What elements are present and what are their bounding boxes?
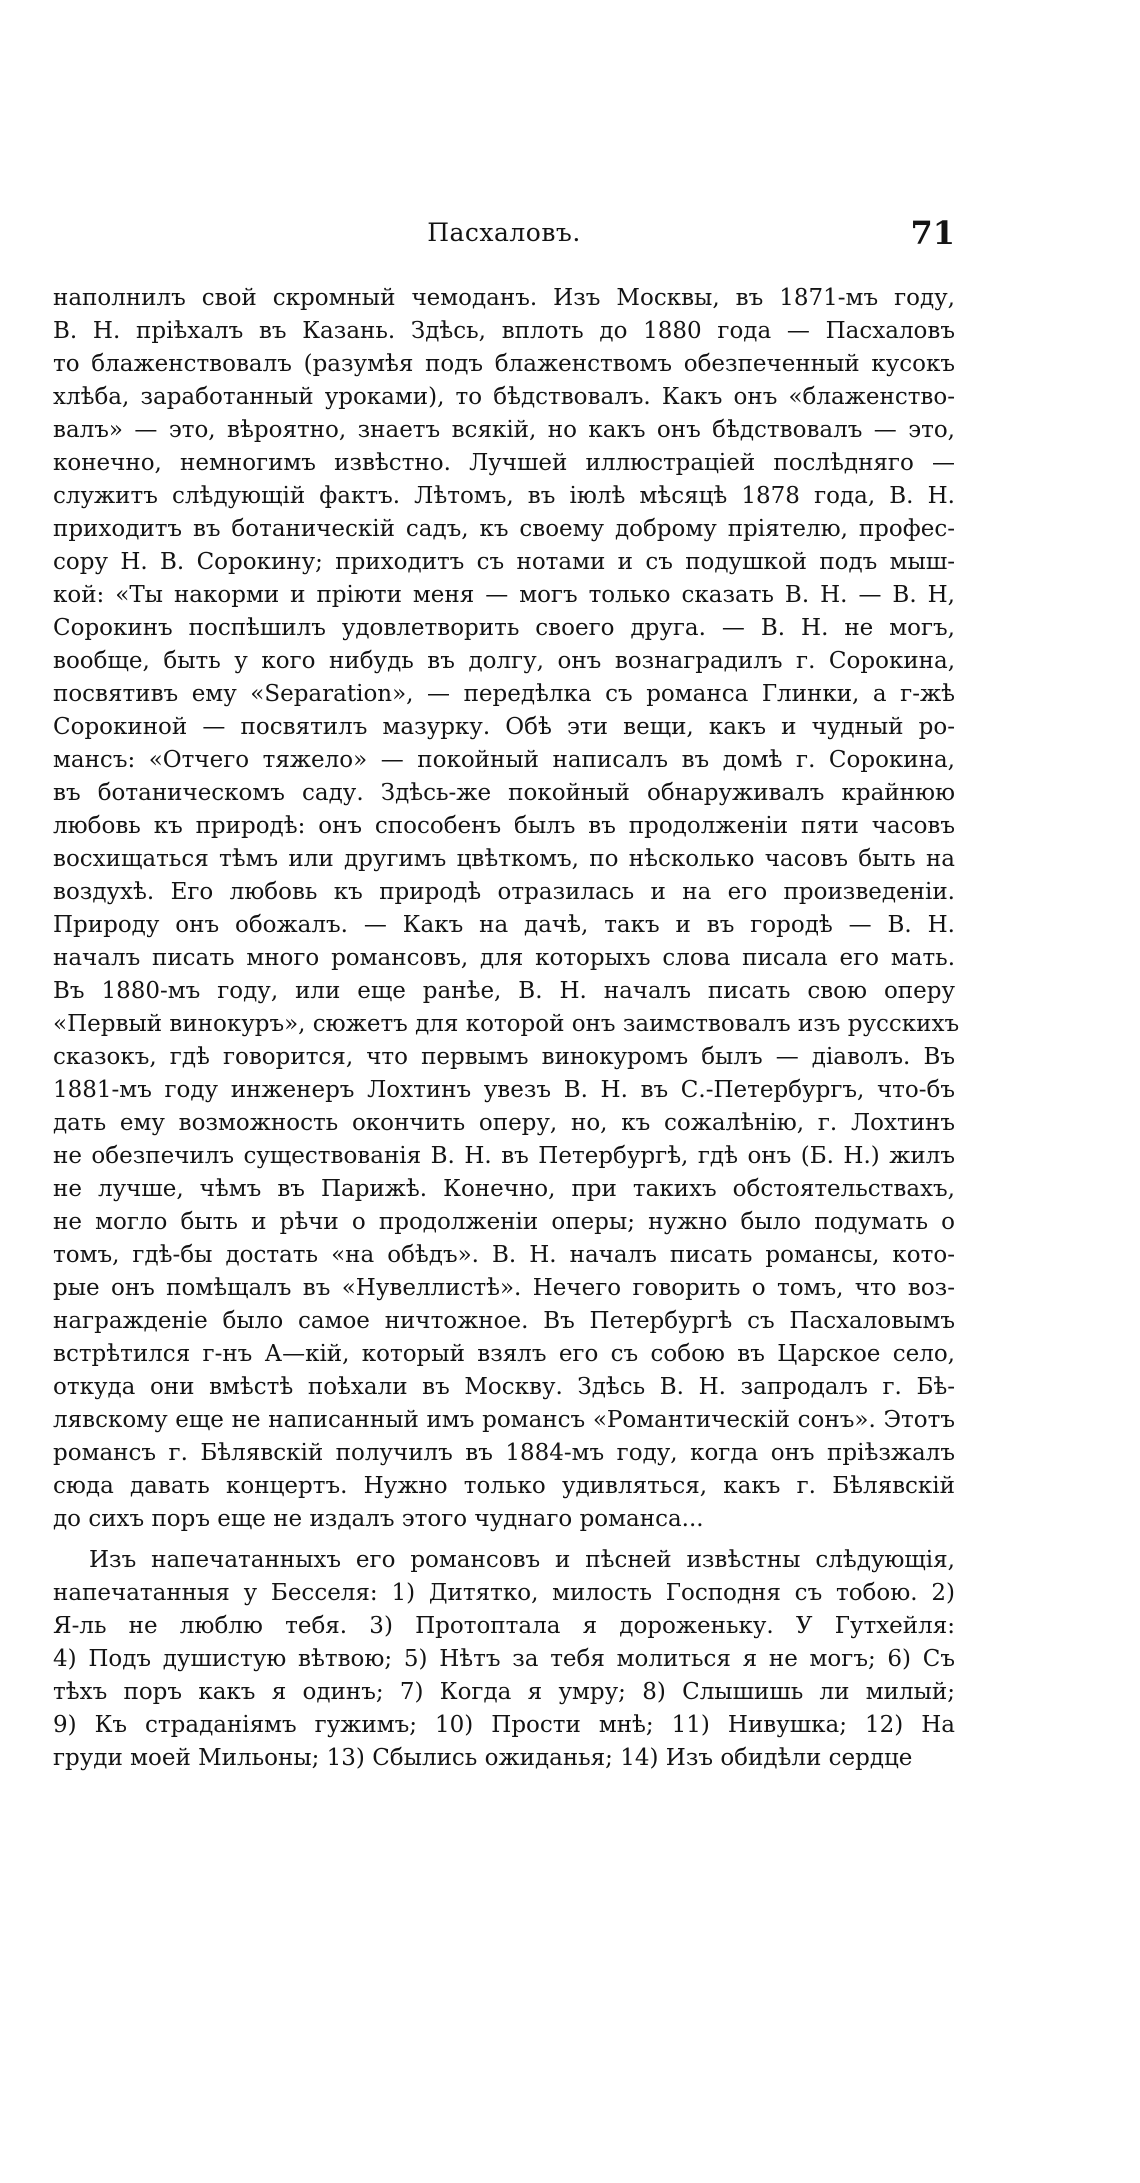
text-line: любовь къ природѣ: онъ способенъ былъ въ продолженіи пяти часовъ [53,813,955,839]
text-line: до сихъ поръ еще не издалъ этого чуднаго романса... [53,1506,704,1532]
text-line: Сорокинъ поспѣшилъ удовлетворить своего друга. — В. Н. не могъ, [53,615,955,641]
text-line: встрѣтился г-нъ А—кій, который взялъ его съ собою въ Царское село, [53,1341,955,1367]
paragraph [53,1544,955,1775]
running-head [53,214,955,254]
text-line: дать ему возможность окончить оперу, но, къ сожалѣнію, г. Лохтинъ [53,1110,955,1136]
text-line: то блаженствовалъ (разумѣя подъ блаженствомъ обезпеченный кусокъ [53,351,955,377]
page-number: 71 [910,214,955,252]
text-line: томъ, гдѣ-бы достать «на обѣдъ». В. Н. началъ писать романсы, кото- [53,1242,955,1268]
text-line: В. Н. пріѣхалъ въ Казань. Здѣсь, вплоть до 1880 года — Пасхаловъ [53,318,955,344]
text-line: рые онъ помѣщалъ въ «Нувеллистѣ». Нечего говорить о томъ, что воз- [53,1275,955,1301]
text-line: сюда давать концертъ. Нужно только удивляться, какъ г. Бѣлявскій [53,1473,955,1499]
text-line: воздухѣ. Его любовь къ природѣ отразилась и на его произведеніи. [53,879,955,905]
text-line: приходитъ въ ботаническій садъ, къ своему доброму пріятелю, профес- [53,516,955,542]
text-line: груди моей Мильоны; 13) Сбылись ожиданья; 14) Изъ обидѣли сердце [53,1745,913,1771]
text-line: 1881-мъ году инженеръ Лохтинъ увезъ В. Н. въ С.-Петербургъ, что-бъ [53,1077,955,1103]
text-line: откуда они вмѣстѣ поѣхали въ Москву. Здѣсь В. Н. запродалъ г. Бѣ- [53,1374,955,1400]
text-line: конечно, немногимъ извѣстно. Лучшей иллюстраціей послѣдняго — [53,450,955,476]
text-line: Природу онъ обожалъ. — Какъ на дачѣ, такъ и въ городѣ — В. Н. [53,912,955,938]
text-line: не лучше, чѣмъ въ Парижѣ. Конечно, при такихъ обстоятельствахъ, [53,1176,955,1202]
text-line: сору Н. В. Сорокину; приходитъ съ нотами и съ подушкой подъ мыш- [53,549,955,575]
text-line: вообще, быть у кого нибудь въ долгу, онъ вознаградилъ г. Сорокина, [53,648,955,674]
text-line: кой: «Ты накорми и пріюти меня — могъ только сказать В. Н. — В. Н, [53,582,955,608]
text-line: мансъ: «Отчего тяжело» — покойный написалъ въ домѣ г. Сорокина, [53,747,955,773]
text-line: лявскому еще не написанный имъ романсъ «Романтическій сонъ». Этотъ [53,1407,955,1433]
text-line: наполнилъ свой скромный чемоданъ. Изъ Москвы, въ 1871-мъ году, [53,285,955,311]
text-line: посвятивъ ему «Separation», — передѣлка съ романса Глинки, а г-жѣ [53,681,955,707]
text-line: романсъ г. Бѣлявскій получилъ въ 1884-мъ году, когда онъ пріѣзжалъ [53,1440,955,1466]
text-line: началъ писать много романсовъ, для которыхъ слова писала его мать. [53,945,955,971]
text-line: тѣхъ поръ какъ я одинъ; 7) Когда я умру; 8) Слышишь ли милый; [53,1679,955,1705]
text-line: восхищаться тѣмъ или другимъ цвѣткомъ, по нѣсколько часовъ быть на [53,846,955,872]
text-line: 9) Къ страданіямъ гужимъ; 10) Прости мнѣ; 11) Нивушка; 12) На [53,1712,955,1738]
text-line: служитъ слѣдующій фактъ. Лѣтомъ, въ іюлѣ мѣсяцѣ 1878 года, В. Н. [53,483,955,509]
text-line: Я-ль не люблю тебя. 3) Протоптала я дороженьку. У Гутхейля: [53,1613,955,1639]
text-line: 4) Подъ душистую вѣтвою; 5) Нѣтъ за тебя молиться я не могъ; 6) Съ [53,1646,955,1672]
text-line: Въ 1880-мъ году, или еще ранѣе, В. Н. началъ писать свою оперу [53,978,955,1004]
text-line: не могло быть и рѣчи о продолженіи оперы; нужно было подумать о [53,1209,955,1235]
text-line: не обезпечилъ существованія В. Н. въ Петербургѣ, гдѣ онъ (Б. Н.) жилъ [53,1143,955,1169]
text-line: Изъ напечатанныхъ его романсовъ и пѣсней извѣстны слѣдующія, [89,1547,955,1573]
text-line: напечатанныя у Бесселя: 1) Дитятко, милость Господня съ тобою. 2) [53,1580,955,1606]
text-line: валъ» — это, вѣроятно, знаетъ всякій, но какъ онъ бѣдствовалъ — это, [53,417,955,443]
text-line: сказокъ, гдѣ говорится, что первымъ винокуромъ былъ — діаволъ. Въ [53,1044,955,1070]
text-line: награжденіе было самое ничтожное. Въ Петербургѣ съ Пасхаловымъ [53,1308,955,1334]
text-line: въ ботаническомъ саду. Здѣсь-же покойный обнаруживалъ крайнюю [53,780,955,806]
text-line: хлѣба, заработанный уроками), то бѣдствовалъ. Какъ онъ «блаженство- [53,384,955,410]
paragraph [53,282,960,1536]
text-line: «Первый винокуръ», сюжетъ для которой онъ заимствовалъ изъ русскихъ [53,1011,960,1037]
running-title: Пасхаловъ. [427,218,581,247]
body-text [53,282,960,1775]
text-line: Сорокиной — посвятилъ мазурку. Обѣ эти вещи, какъ и чудный ро- [53,714,955,740]
